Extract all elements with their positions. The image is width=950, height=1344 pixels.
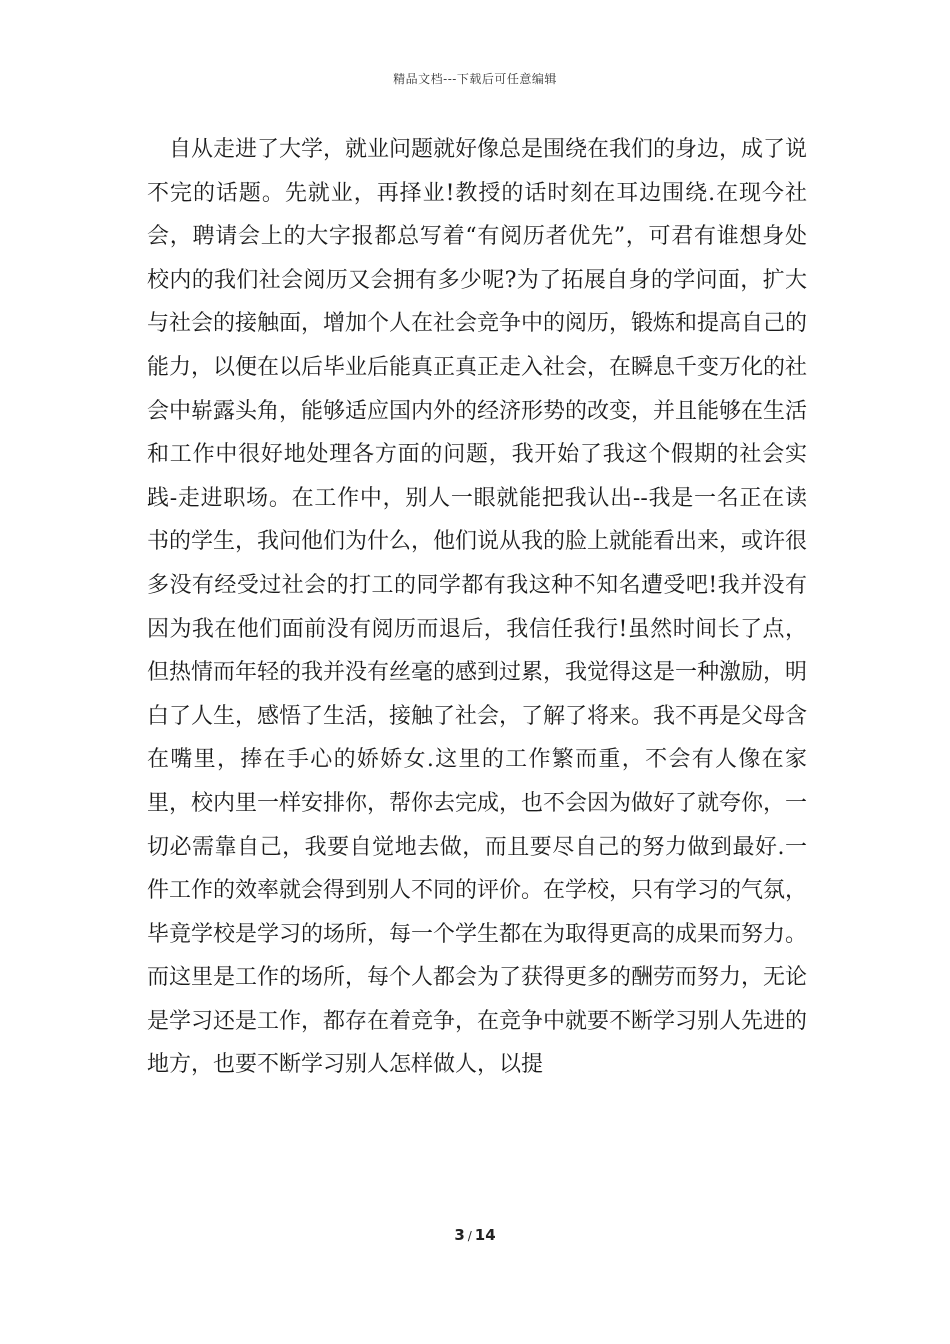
total-pages-number: 14: [474, 1226, 496, 1244]
page-separator: /: [467, 1229, 472, 1243]
page-header: 精品文档---下载后可任意编辑: [393, 72, 557, 86]
current-page-number: 3: [454, 1226, 465, 1244]
page-number: [0, 1226, 950, 1244]
body-paragraph: 自从走进了大学，就业问题就好像总是围绕在我们的身边，成了说不完的话题。先就业，再择业!教授的话时刻在耳边围绕.在现今社会，聘请会上的大字报都总写着“有阅历者优先”，可君有谁想身处校内的我们社会阅历又会拥有多少呢?为了拓展自身的学问面，扩大与社会的接触面，增加个人在社会竞争中的阅历，锻炼和提高自己的能力，以便在以后毕业后能真正真正走入社会，在瞬息千变万化的社会中崭露头角，能够适应国内外的经济形势的改变，并且能够在生活和工作中很好地处理各方面的问题，我开始了我这个假期的社会实践-走进职场。在工作中，别人一眼就能把我认出--我是一名正在读书的学生，我问他们为什么，他们说从我的脸上就能看出来，或许很多没有经受过社会的打工的同学都有我这种不知名遭受吧!我并没有因为我在他们面前没有阅历而退后，我信任我行!虽然时间长了点，但热情而年轻的我并没有丝毫的感到过累，我觉得这是一种激励，明白了人生，感悟了生活，接触了社会，了解了将来。我不再是父母含在嘴里，捧在手心的娇娇女.这里的工作繁而重，不会有人像在家里，校内里一样安排你，帮你去完成，也不会因为做好了就夸你，一切必需靠自己，我要自觉地去做，而且要尽自己的努力做到最好.一件工作的效率就会得到别人不同的评价。在学校，只有学习的气氛，毕竟学校是学习的场所，每一个学生都在为取得更高的成果而努力。而这里是工作的场所，每个人都会为了获得更多的酬劳而努力，无论是学习还是工作，都存在着竞争，在竞争中就要不断学习别人先进的地方，也要不断学习别人怎样做人，以提: [147, 137, 808, 1078]
